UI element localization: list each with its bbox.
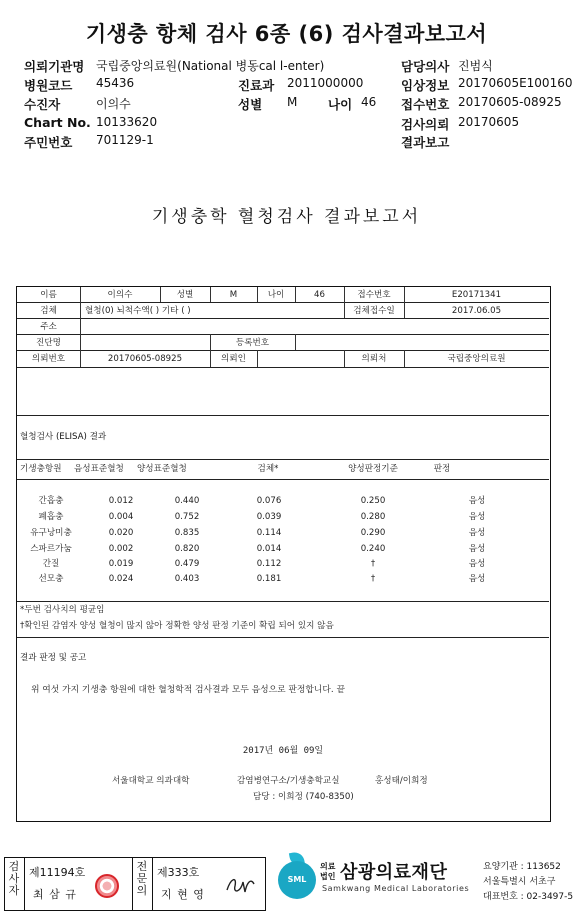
label-reg-no: 접수번호 <box>357 290 391 300</box>
header-value-chart-no: 10133620 <box>96 115 158 129</box>
contact: 담당 : 이희정 (740-8350) <box>253 792 354 802</box>
seal1-role-vertical <box>7 861 21 897</box>
cell-neg: 0.004 <box>108 512 134 522</box>
th-cutoff: 양성판정기준 <box>348 464 398 474</box>
cell-neg: 0.002 <box>108 544 134 554</box>
seal1-license-no: 제11194호 <box>29 866 86 879</box>
header-value-institution: 국립중앙의료원(National 병동cal l-enter) <box>96 59 325 73</box>
label-request-no: 의뢰번호 <box>31 354 66 364</box>
header-value-test-request: 20170605 <box>458 115 520 129</box>
foundation-english: Samkwang Medical Laboratories <box>322 884 470 893</box>
cell-sample: 0.076 <box>256 496 282 506</box>
cell-pos: 0.820 <box>174 544 200 554</box>
label-request-place: 의뢰처 <box>361 354 387 364</box>
cell-sample: 0.181 <box>256 574 282 584</box>
value-request-place: 국립중앙의료원 <box>447 354 506 364</box>
col-divider <box>295 334 296 350</box>
cell-neg: 0.020 <box>108 528 134 538</box>
header-label-chart-no: Chart No. <box>24 115 91 130</box>
value-specimen-date: 2017.06.05 <box>451 306 502 316</box>
rule <box>17 637 549 638</box>
footnote-dagger: †확인된 감염자 양성 혈청이 많지 않아 정확한 양성 판정 기준이 확립 되어 있지 않음 <box>20 621 334 631</box>
seal1-role-text: 검 사 자 <box>8 860 20 897</box>
cell-sample: 0.114 <box>256 528 282 538</box>
foundation-prefix-bottom: 법인 <box>320 872 336 881</box>
signature-icon <box>223 872 257 898</box>
rule <box>17 302 549 303</box>
official-seal-icon <box>95 874 119 898</box>
cell-antigen: 선모충 <box>38 574 64 584</box>
rule <box>17 367 549 368</box>
seal-divider <box>24 858 25 910</box>
header-label-doctor: 담당의사 <box>401 59 450 74</box>
label-specimen: 검체 <box>40 306 57 316</box>
label-diagnosis: 진단명 <box>36 338 61 348</box>
report-date: 2017년 06월 09일 <box>242 746 324 756</box>
th-negative-control: 음성표준혈청 <box>74 464 124 474</box>
signature-block <box>4 857 266 911</box>
cell-antigen: 스파르가눔 <box>30 544 72 554</box>
cell-cutoff: † <box>370 559 376 569</box>
rule <box>17 459 549 460</box>
header-value-hospital-code: 45436 <box>96 76 135 90</box>
footnote-average: *두번 검사치의 평균임 <box>20 605 105 615</box>
cell-pos: 0.440 <box>174 496 200 506</box>
rule <box>17 415 549 416</box>
cell-cutoff: † <box>370 574 376 584</box>
cell-cutoff: 0.240 <box>360 544 386 554</box>
label-specimen-date: 검체접수일 <box>353 306 395 316</box>
cell-pos: 0.752 <box>174 512 200 522</box>
header-value-patient: 이의수 <box>96 97 131 111</box>
cell-antigen: 간흡충 <box>38 496 64 506</box>
seal2-license-no: 제333호 <box>157 866 200 879</box>
header-value-department: 2011000000 <box>287 76 364 90</box>
value-request-no: 20170605-08925 <box>107 354 183 364</box>
rule <box>17 350 549 351</box>
seal2-role-vertical <box>135 861 149 897</box>
label-registration-no: 등록번호 <box>235 338 270 348</box>
conclusion-title: 결과 판정 및 공고 <box>20 653 87 663</box>
foundation-prefix-top: 의료 <box>320 862 336 871</box>
cell-antigen: 폐흡충 <box>38 512 64 522</box>
cell-cutoff: 0.280 <box>360 512 386 522</box>
th-antigen: 기생충항원 <box>20 464 62 474</box>
header-value-receipt-no: 20170605-08925 <box>458 95 562 109</box>
label-sex: 성별 <box>176 290 194 300</box>
rule <box>17 601 549 602</box>
cell-result: 음성 <box>468 512 486 522</box>
cell-result: 음성 <box>468 559 486 569</box>
header-label-institution: 의뢰기관명 <box>24 59 85 74</box>
seal1-name: 최 삼 규 <box>33 888 77 901</box>
cell-result: 음성 <box>468 574 486 584</box>
value-age: 46 <box>314 290 325 300</box>
cell-sample: 0.039 <box>256 512 282 522</box>
cell-cutoff: 0.290 <box>360 528 386 538</box>
contact-line: 요양기관 : 113652 <box>483 862 561 872</box>
header-value-age: 46 <box>361 95 377 109</box>
col-divider <box>257 350 258 367</box>
seal2-role-text: 전 문 의 <box>136 860 148 897</box>
header-label-age: 나이 <box>328 97 353 112</box>
header-label-test-request: 검사의뢰 <box>401 117 450 132</box>
staff: 홍성태/이희정 <box>375 776 428 786</box>
label-requester: 의뢰인 <box>221 354 246 364</box>
report-title: 기생충 항체 검사 6종 (6) 검사결과보고서 <box>85 22 488 46</box>
cell-antigen: 유구낭미충 <box>30 528 72 538</box>
scan-report-frame <box>16 286 551 822</box>
sml-logo-text: SML <box>287 875 307 884</box>
contact-line: 대표번호 : 02-3497-5 <box>483 892 573 902</box>
cell-pos: 0.403 <box>174 574 200 584</box>
th-positive-control: 양성표준혈청 <box>137 464 187 474</box>
sml-logo-icon <box>278 861 316 899</box>
cell-pos: 0.479 <box>174 559 200 569</box>
seal-divider <box>152 858 153 910</box>
cell-result: 음성 <box>468 544 486 554</box>
cell-sample: 0.014 <box>256 544 282 554</box>
header-label-hospital-code: 병원코드 <box>24 78 73 93</box>
header-label-department: 진료과 <box>238 78 275 93</box>
cell-result: 음성 <box>468 496 486 506</box>
header-label-clinical-info: 임상정보 <box>401 78 450 93</box>
value-reg-no: E20171341 <box>451 290 502 300</box>
label-address: 주소 <box>40 322 57 332</box>
rule <box>17 318 549 319</box>
value-sex: M <box>229 290 238 300</box>
cell-sample: 0.112 <box>256 559 282 569</box>
header-value-doctor: 진범식 <box>458 59 493 73</box>
header-value-resident-no: 701129-1 <box>96 133 154 147</box>
scan-report-title: 기생충학 혈청검사 결과보고서 <box>151 207 422 227</box>
label-name: 이름 <box>40 290 57 300</box>
cell-cutoff: 0.250 <box>360 496 386 506</box>
header-label-result-report: 결과보고 <box>401 135 450 150</box>
department: 감염병연구소/기생충학교실 <box>237 776 340 786</box>
header-value-sex: M <box>287 95 298 109</box>
th-result: 판정 <box>433 464 451 474</box>
th-sample: 검체* <box>257 464 279 474</box>
label-age: 나이 <box>267 290 285 300</box>
cell-result: 음성 <box>468 528 486 538</box>
foundation-prefix <box>320 862 335 882</box>
header-label-resident-no: 주민번호 <box>24 135 73 150</box>
cell-neg: 0.019 <box>108 559 134 569</box>
cell-antigen: 간질 <box>42 559 60 569</box>
conclusion-text: 위 여섯 가지 기생충 항원에 대한 혈청학적 검사결과 모두 음성으로 판정합니다. 끝 <box>31 685 345 695</box>
contact-line: 서울특별시 서초구 <box>483 877 556 887</box>
foundation-name: 삼광의료재단 <box>340 862 448 883</box>
header-label-sex: 성별 <box>238 97 263 112</box>
foundation-contact <box>483 860 573 905</box>
rule <box>17 479 549 480</box>
value-name: 이의수 <box>107 290 133 300</box>
seal2-name: 지 현 영 <box>161 888 205 901</box>
header-value-clinical-info: 20170605E100160 <box>458 76 573 90</box>
elisa-section-title: 혈청검사 (ELISA) 결과 <box>20 432 107 442</box>
cell-neg: 0.024 <box>108 574 134 584</box>
rule <box>17 334 549 335</box>
header-label-receipt-no: 접수번호 <box>401 97 450 112</box>
cell-neg: 0.012 <box>108 496 134 506</box>
value-specimen: 혈청(0) 뇌척수액( ) 기타 ( ) <box>85 306 191 316</box>
institution: 서울대학교 의과대학 <box>112 776 190 786</box>
cell-pos: 0.835 <box>174 528 200 538</box>
seal-divider <box>132 858 133 910</box>
header-label-patient: 수진자 <box>24 97 61 112</box>
